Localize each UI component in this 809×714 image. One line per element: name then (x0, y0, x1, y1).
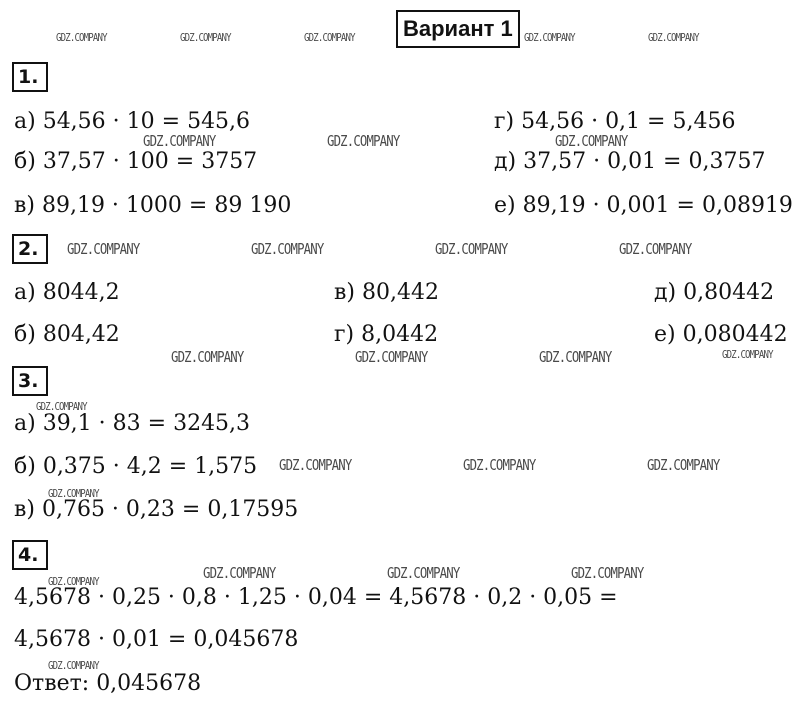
task-2-item-d: д) 0,80442 (654, 280, 775, 305)
task-3-number: 3. (12, 366, 48, 396)
task-4-line-1: 4,5678 · 0,25 · 0,8 · 1,25 · 0,04 = 4,5678 · 0,2 · 0,05 = (14, 585, 618, 610)
task-1-number: 1. (12, 62, 48, 92)
task-4-number: 4. (12, 540, 48, 570)
task-3-item-a: а) 39,1 · 83 = 3245,3 (14, 411, 251, 436)
watermark: GDZ.COMPANY (36, 400, 87, 413)
task-2-item-v: в) 80,442 (334, 280, 439, 305)
watermark: GDZ.COMPANY (56, 31, 107, 44)
task-2-number: 2. (12, 234, 48, 264)
watermark: GDZ.COMPANY (648, 31, 699, 44)
watermark: GDZ.COMPANY (539, 348, 612, 366)
task-2-item-e: е) 0,080442 (654, 322, 788, 347)
watermark: GDZ.COMPANY (48, 575, 99, 588)
variant-title: Вариант 1 (396, 10, 520, 48)
task-1-item-a: а) 54,56 · 10 = 545,6 (14, 109, 251, 134)
watermark: GDZ.COMPANY (171, 348, 244, 366)
watermark: GDZ.COMPANY (722, 348, 773, 361)
task-1-item-b: б) 37,57 · 100 = 3757 (14, 149, 258, 174)
watermark: GDZ.COMPANY (251, 240, 324, 258)
watermark: GDZ.COMPANY (279, 456, 352, 474)
watermark: GDZ.COMPANY (619, 240, 692, 258)
watermark: GDZ.COMPANY (67, 240, 140, 258)
watermark: GDZ.COMPANY (571, 564, 644, 582)
watermark: GDZ.COMPANY (387, 564, 460, 582)
watermark: GDZ.COMPANY (203, 564, 276, 582)
task-2-item-b: б) 804,42 (14, 322, 120, 347)
watermark: GDZ.COMPANY (524, 31, 575, 44)
watermark: GDZ.COMPANY (48, 659, 99, 672)
watermark: GDZ.COMPANY (463, 456, 536, 474)
watermark: GDZ.COMPANY (647, 456, 720, 474)
task-3-item-b: б) 0,375 · 4,2 = 1,575 (14, 454, 258, 479)
task-3-item-v: в) 0,765 · 0,23 = 0,17595 (14, 497, 299, 522)
task-2-item-a: а) 8044,2 (14, 280, 120, 305)
watermark: GDZ.COMPANY (143, 132, 216, 150)
watermark: GDZ.COMPANY (48, 487, 99, 500)
watermark: GDZ.COMPANY (180, 31, 231, 44)
watermark: GDZ.COMPANY (555, 132, 628, 150)
watermark: GDZ.COMPANY (435, 240, 508, 258)
task-2-item-g: г) 8,0442 (334, 322, 439, 347)
task-1-item-e: е) 89,19 · 0,001 = 0,08919 (494, 193, 793, 218)
task-1-item-d: д) 37,57 · 0,01 = 0,3757 (494, 149, 766, 174)
task-4-answer: Ответ: 0,045678 (14, 671, 202, 696)
watermark: GDZ.COMPANY (355, 348, 428, 366)
watermark: GDZ.COMPANY (327, 132, 400, 150)
task-4-line-2: 4,5678 · 0,01 = 0,045678 (14, 627, 299, 652)
watermark: GDZ.COMPANY (304, 31, 355, 44)
task-1-item-v: в) 89,19 · 1000 = 89 190 (14, 193, 292, 218)
task-1-item-g: г) 54,56 · 0,1 = 5,456 (494, 109, 736, 134)
